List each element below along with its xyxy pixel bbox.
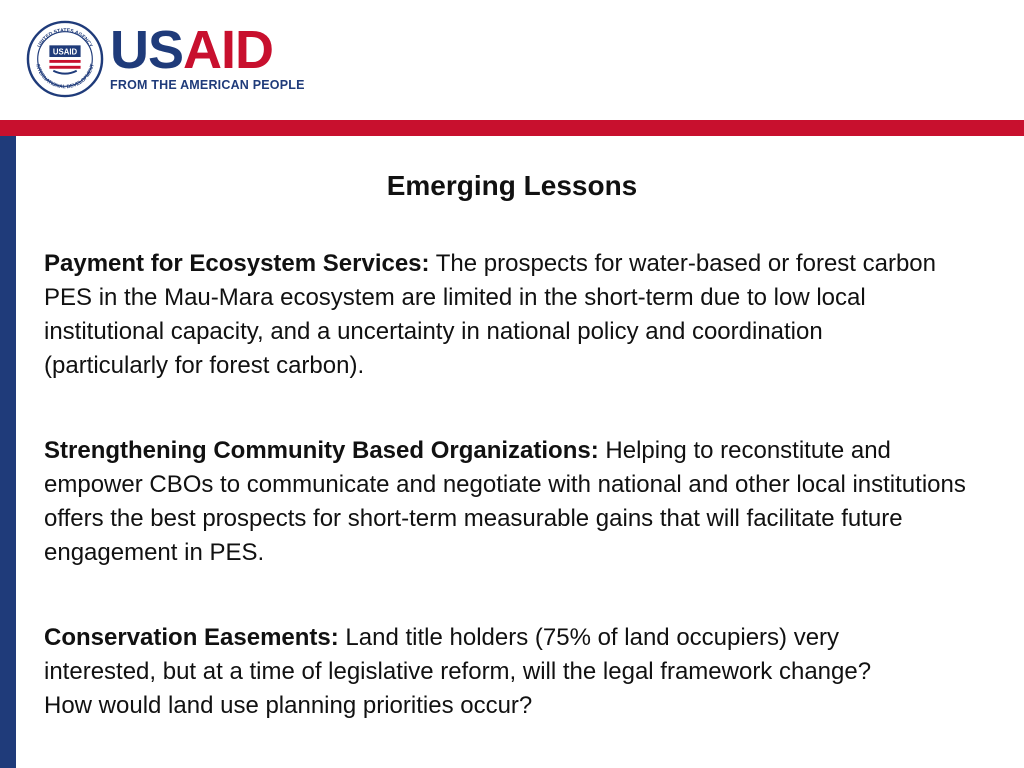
seal-center-text: USAID [52, 47, 78, 57]
wordmark-aid: AID [183, 20, 274, 80]
header [0, 0, 1024, 120]
usaid-seal-icon [26, 20, 104, 98]
paragraph-pes [44, 247, 944, 383]
slide-title: Emerging Lessons [386, 170, 638, 201]
paragraph-cbo [44, 434, 984, 570]
paragraph-lead: Strengthening Community Based Organizations: [44, 437, 599, 464]
paragraph-lead: Payment for Ecosystem Services: [44, 250, 430, 277]
wordmark-main [110, 20, 305, 80]
header-red-bar [0, 120, 1024, 136]
left-blue-bar [0, 136, 16, 768]
paragraph-body: The prospects for water-based or forest carbon PES in the Mau-Mara ecosystem are limited in the short-term due to low local institutional capacity, and a uncertainty in national policy and coordination (particularly for forest carbon). [44, 250, 937, 379]
seal-top-text: UNITED STATES AGENCY [36, 27, 94, 49]
paragraph-body: Land title holders (75% of land occupiers) very interested, but at a time of legislative reform, will the legal framework change? How would land use planning priorities occur? [44, 624, 872, 719]
wordmark-us: US [110, 20, 184, 80]
paragraph-lead: Conservation Easements: [44, 624, 339, 651]
paragraph-easements [44, 621, 904, 723]
seal-bottom-text: INTERNATIONAL DEVELOPMENT [34, 63, 96, 91]
wordmark-tagline: FROM THE AMERICAN PEOPLE [110, 78, 305, 92]
paragraph-body: Helping to reconstitute and empower CBOs to communicate and negotiate with national and other local institutions offers the best prospects for short-term measurable gains that will facilitate future engagement in PES. [44, 437, 966, 566]
usaid-wordmark [110, 20, 305, 92]
